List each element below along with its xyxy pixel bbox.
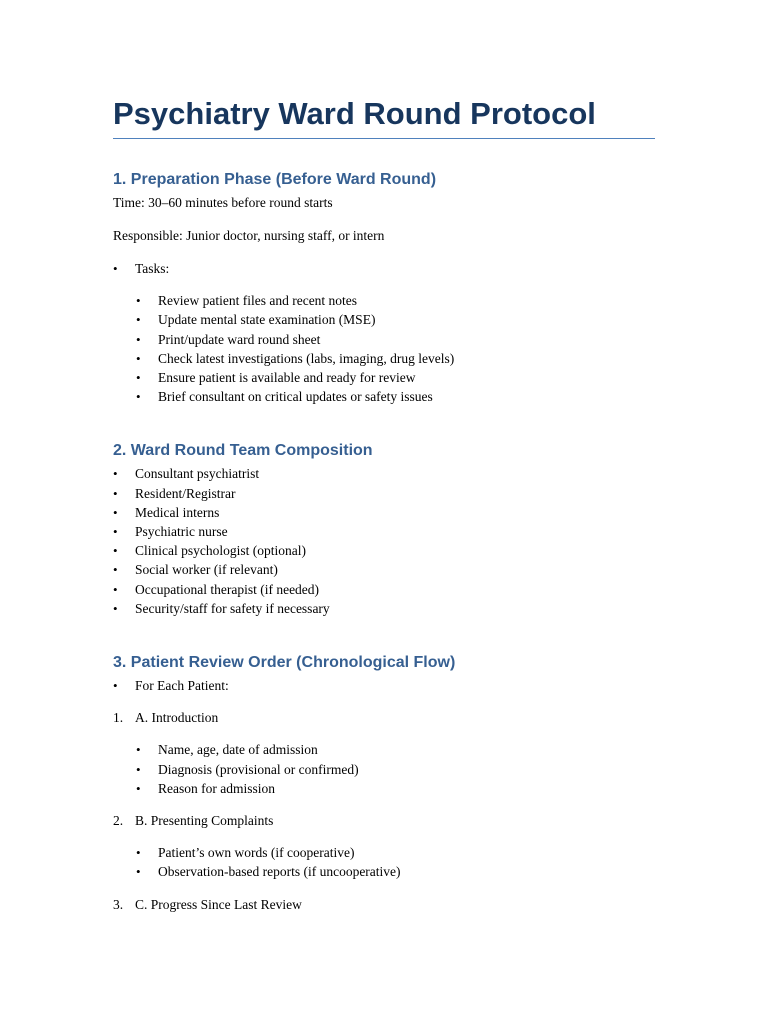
list-item-text: Observation-based reports (if uncooperative) — [158, 864, 401, 880]
bullet-icon: • — [136, 761, 141, 777]
list-item — [113, 484, 655, 503]
list-item — [113, 843, 655, 862]
list-item — [113, 330, 655, 349]
list-item-text: Tasks: — [135, 261, 170, 276]
section-preparation-phase — [113, 169, 655, 406]
list-item-text: A. Introduction — [135, 710, 219, 726]
list-item — [113, 676, 655, 695]
review-steps-list — [113, 708, 655, 727]
review-steps-list — [113, 895, 655, 914]
bullet-icon: • — [136, 845, 141, 861]
list-item-text: C. Progress Since Last Review — [135, 896, 302, 912]
section-heading: 1. Preparation Phase (Before Ward Round) — [113, 171, 437, 188]
list-item-text: For Each Patient: — [135, 678, 229, 694]
list-item — [113, 387, 655, 406]
list-item-text: Social worker (if relevant) — [135, 562, 278, 578]
numbered-item — [113, 708, 655, 727]
list-item-text: Psychiatric nurse — [135, 524, 228, 540]
section-team-composition — [113, 440, 655, 618]
numbered-item — [113, 895, 655, 914]
list-item — [113, 464, 655, 483]
document-body — [113, 92, 655, 914]
list-number: 3. — [113, 896, 124, 912]
list-item — [113, 503, 655, 522]
time-text: Time: 30–60 minutes before round starts — [113, 195, 333, 210]
for-each-list — [113, 676, 655, 695]
bullet-icon: • — [113, 261, 118, 276]
list-item — [113, 541, 655, 560]
bullet-icon: • — [113, 581, 118, 597]
responsible-text: Responsible: Junior doctor, nursing staff, or intern — [113, 228, 385, 243]
list-item — [113, 740, 655, 759]
list-item-text: Security/staff for safety if necessary — [135, 600, 330, 616]
bullet-icon: • — [113, 600, 118, 616]
list-item-text: Diagnosis (provisional or confirmed) — [158, 761, 359, 777]
list-item-text: Resident/Registrar — [135, 485, 236, 501]
list-item-text: Update mental state examination (MSE) — [158, 312, 376, 328]
list-item-text: Name, age, date of admission — [158, 742, 318, 758]
list-item — [113, 760, 655, 779]
bullet-icon: • — [136, 312, 141, 328]
list-item — [113, 779, 655, 798]
presenting-complaints-sublist — [113, 843, 655, 881]
tasks-list — [113, 259, 655, 278]
bullet-icon: • — [113, 485, 118, 501]
list-item-text: Reason for admission — [158, 780, 275, 796]
section-patient-review-order — [113, 652, 655, 914]
list-item-text: B. Presenting Complaints — [135, 813, 274, 829]
list-item-text: Consultant psychiatrist — [135, 466, 260, 482]
bullet-icon: • — [113, 543, 118, 559]
list-item-text: Medical interns — [135, 504, 220, 520]
list-number: 1. — [113, 710, 124, 726]
list-item — [113, 522, 655, 541]
bullet-icon: • — [113, 466, 118, 482]
section-heading: 2. Ward Round Team Composition — [113, 442, 373, 460]
introduction-sublist — [113, 740, 655, 798]
list-item-text: Check latest investigations (labs, imaging, drug levels) — [158, 350, 455, 366]
document-title: Psychiatry Ward Round Protocol — [113, 92, 655, 139]
bullet-icon: • — [113, 562, 118, 578]
bullet-icon: • — [136, 389, 141, 405]
list-item — [113, 862, 655, 881]
bullet-icon: • — [136, 331, 141, 347]
list-item-text: Brief consultant on critical updates or safety issues — [158, 389, 433, 405]
numbered-item — [113, 811, 655, 830]
list-item-text: Review patient files and recent notes — [158, 293, 358, 309]
list-item-text: Print/update ward round sheet — [158, 331, 321, 347]
bullet-icon: • — [136, 370, 141, 386]
list-item — [113, 599, 655, 618]
list-item — [113, 560, 655, 579]
list-item — [113, 259, 655, 278]
bullet-icon: • — [136, 293, 141, 309]
list-item-text: Occupational therapist (if needed) — [135, 581, 320, 597]
list-item — [113, 580, 655, 599]
bullet-icon: • — [136, 742, 141, 758]
bullet-icon: • — [136, 350, 141, 366]
bullet-icon: • — [113, 524, 118, 540]
bullet-icon: • — [113, 678, 118, 694]
list-item — [113, 368, 655, 387]
list-number: 2. — [113, 813, 124, 829]
list-item — [113, 349, 655, 368]
list-item-text: Patient’s own words (if cooperative) — [158, 845, 355, 861]
bullet-icon: • — [113, 504, 118, 520]
bullet-icon: • — [136, 780, 141, 796]
list-item-text: Ensure patient is available and ready for review — [158, 370, 416, 386]
review-steps-list — [113, 811, 655, 830]
team-list — [113, 464, 655, 618]
section-heading: 3. Patient Review Order (Chronological Flow) — [113, 654, 456, 672]
list-item-text: Clinical psychologist (optional) — [135, 543, 306, 559]
bullet-icon: • — [136, 864, 141, 880]
list-item — [113, 291, 655, 310]
tasks-sublist — [113, 291, 655, 406]
list-item — [113, 310, 655, 329]
